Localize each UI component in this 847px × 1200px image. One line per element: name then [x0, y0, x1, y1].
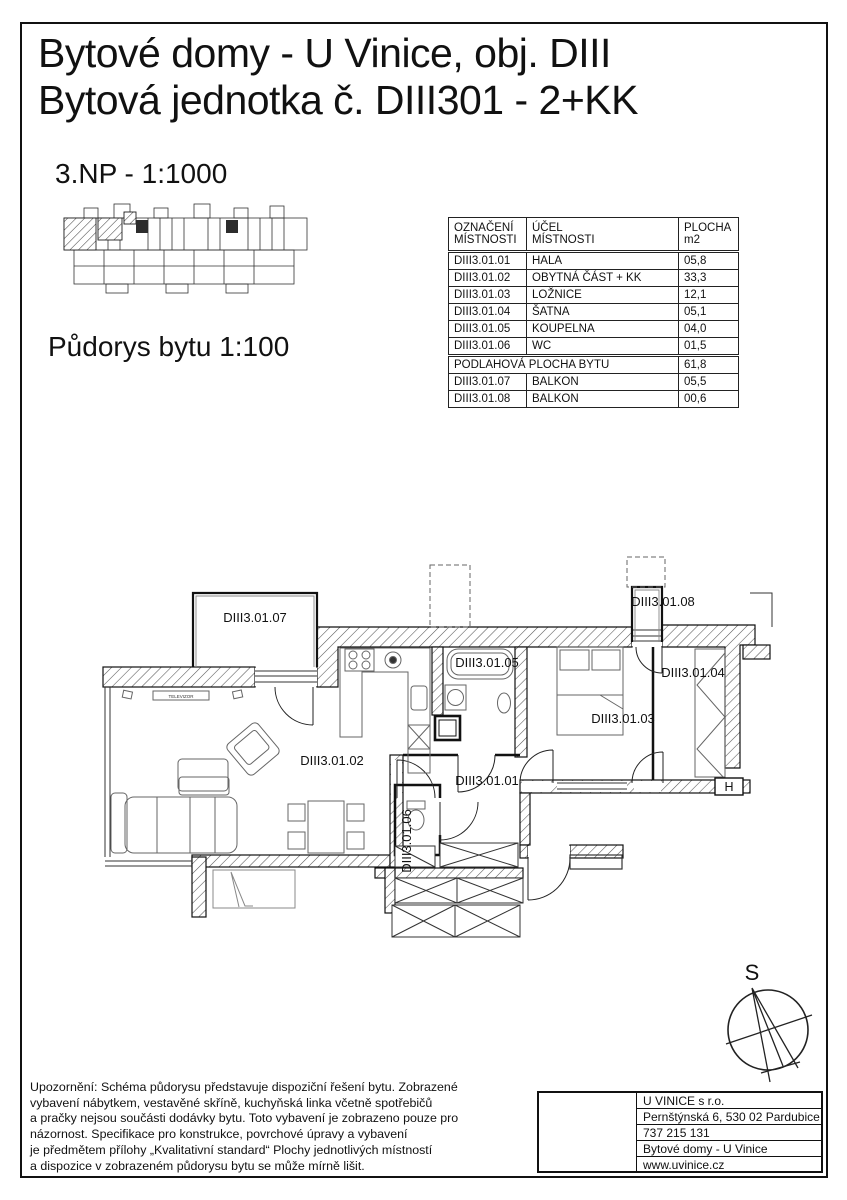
cell-purpose: ŠATNA [527, 304, 679, 321]
disclaimer-line: Upozornění: Schéma půdorysu představuje dispoziční řešení bytu. Zobrazené [30, 1080, 458, 1094]
washbasin [498, 693, 511, 713]
cell-area: 05,1 [679, 304, 739, 321]
disclaimer-line: názornost. Specifikace pro konstrukce, povrchové úpravy a vybavení [30, 1127, 408, 1142]
disclaimer-line: a pračky nejsou součásti dodávky bytu. Toto vybavení je zobrazeno pouze pro [30, 1111, 459, 1126]
table-header-row [449, 218, 739, 252]
disclaimer-line: a dispozice v zobrazeném půdorysu bytu se může mírně lišit. [30, 1158, 365, 1173]
title-line-1: Bytové domy - U Vinice, obj. DIII [38, 30, 611, 76]
label-balcony-07: DIII3.01.07 [223, 610, 287, 625]
cell-area: 33,3 [679, 270, 739, 287]
label-wc: DIII3.01.06 [399, 809, 414, 873]
cell-area: 12,1 [679, 287, 739, 304]
sheet-title [38, 30, 638, 124]
table-row [449, 374, 739, 391]
site-stair-cores [136, 220, 238, 233]
label-hall: DIII3.01.01 [455, 773, 519, 788]
cell-code: DIII3.01.04 [449, 304, 527, 321]
table-row [449, 338, 739, 356]
label-bedroom: DIII3.01.03 [591, 711, 655, 726]
total-area: 61,8 [679, 356, 739, 374]
room-schedule-table [448, 217, 739, 408]
cell-code: DIII3.01.03 [449, 287, 527, 304]
speaker-left [122, 690, 132, 699]
cell-code: DIII3.01.02 [449, 270, 527, 287]
cell-area: 05,5 [679, 374, 739, 391]
label-wardrobe-room: DIII3.01.04 [661, 665, 725, 680]
north-compass [708, 952, 832, 1092]
table-row [449, 321, 739, 338]
cell-purpose: OBYTNÁ ČÁST + KK [527, 270, 679, 287]
total-label: PODLAHOVÁ PLOCHA BYTU [449, 356, 679, 374]
site-building-outline [64, 204, 307, 293]
cell-code: DIII3.01.06 [449, 338, 527, 356]
label-televizor: TELEVIZOR [168, 694, 194, 699]
cell-area: 04,0 [679, 321, 739, 338]
project-name: Bytové domy - U Vinice [637, 1141, 821, 1157]
floor-plan-drawing [95, 545, 785, 945]
washing-machine [445, 685, 466, 710]
label-bathroom: DIII3.01.05 [455, 655, 519, 670]
cell-purpose: LOŽNICE [527, 287, 679, 304]
title-line-2: Bytová jednotka č. DIII301 - 2+KK [38, 77, 638, 123]
neighbor-outline [750, 593, 772, 627]
company-address: Pernštýnská 6, 530 02 Pardubice [637, 1109, 821, 1125]
cell-purpose: KOUPELNA [527, 321, 679, 338]
label-balcony-08: DIII3.01.08 [631, 594, 695, 609]
disclaimer-note [30, 1080, 470, 1174]
floor-plan-scale-label: Půdorys bytu 1:100 [48, 331, 290, 362]
company-name: U VINICE s r.o. [637, 1093, 821, 1109]
cell-code: DIII3.01.05 [449, 321, 527, 338]
north-label: S [744, 960, 760, 985]
company-website: www.uvinice.cz [643, 1158, 725, 1172]
disclaimer-line: vybavení nábytkem, vestavěné skříně, kuchyňská linka včetně spotřebičů [30, 1095, 433, 1110]
table-row [449, 287, 739, 304]
lower-balcony [213, 870, 295, 908]
header-purpose: ÚČEL MÍSTNOSTI [527, 218, 679, 252]
header-area: PLOCHA m2 [679, 218, 739, 252]
speaker-right [232, 690, 242, 699]
sofa [111, 777, 237, 853]
disclaimer-line: je předmětem přílohy „Kvalitativní standard“ Plochy jednotlivých místností [30, 1142, 433, 1157]
cell-purpose: HALA [527, 252, 679, 270]
cell-code: DIII3.01.07 [449, 374, 527, 391]
table-row [449, 252, 739, 270]
table-row [449, 270, 739, 287]
company-phone: 737 215 131 [637, 1125, 821, 1141]
site-plan-drawing [58, 202, 316, 302]
dining-set [288, 801, 364, 853]
header-code: OZNAČENÍ MÍSTNOSTI [449, 218, 527, 252]
table-row [449, 391, 739, 408]
windows [105, 630, 662, 866]
label-living-room: DIII3.01.02 [300, 753, 364, 768]
title-block [537, 1091, 823, 1173]
footer-logo-cell [539, 1093, 637, 1171]
table-row [449, 304, 739, 321]
cell-area: 00,6 [679, 391, 739, 408]
installation-shaft [435, 716, 460, 740]
cell-purpose: BALKON [527, 374, 679, 391]
cell-area: 01,5 [679, 338, 739, 356]
table-total-row [449, 356, 739, 374]
overhead-dashed-outlines [430, 557, 665, 627]
site-unit-highlight [64, 212, 136, 250]
coffee-table [178, 759, 228, 791]
site-plan-scale-label: 3.NP - 1:1000 [55, 158, 228, 189]
cell-purpose: WC [527, 338, 679, 356]
cell-code: DIII3.01.08 [449, 391, 527, 408]
cell-purpose: BALKON [527, 391, 679, 408]
label-shaft-h: H [724, 780, 734, 794]
armchair [225, 721, 281, 777]
cell-area: 05,8 [679, 252, 739, 270]
cell-code: DIII3.01.01 [449, 252, 527, 270]
